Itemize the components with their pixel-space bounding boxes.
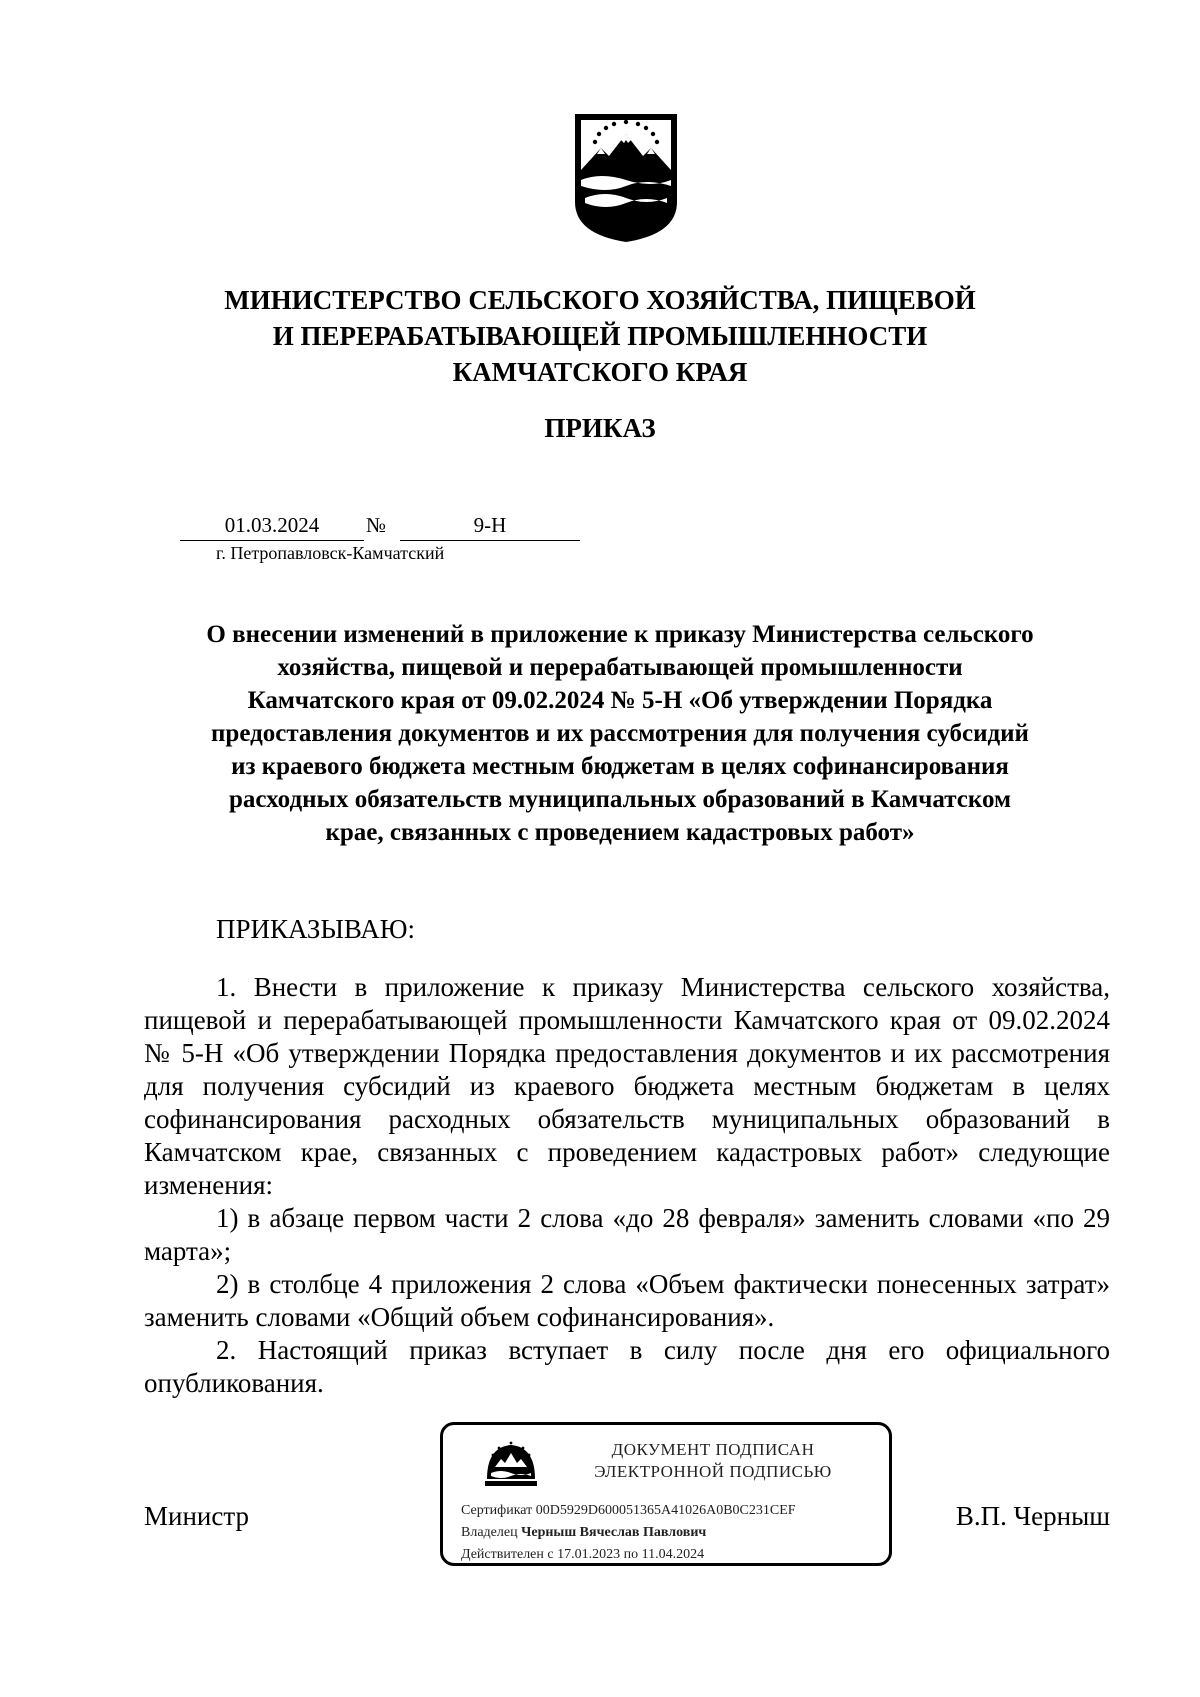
order-word: ПРИКАЗЫВАЮ: — [216, 914, 415, 944]
signatory-name: В.П. Черныш — [955, 1501, 1110, 1531]
organization-line-1: МИНИСТЕРСТВО СЕЛЬСКОГО ХОЗЯЙСТВА, ПИЩЕВОЙ — [224, 285, 976, 315]
body-paragraph: 1) в абзаце первом части 2 слова «до 28 февраля» заменить словами «по 29 марта»; — [144, 1203, 1110, 1266]
organization-line-2: И ПЕРЕРАБАТЫВАЮЩЕЙ ПРОМЫШЛЕННОСТИ — [272, 321, 928, 351]
stamp-owner — [461, 1523, 706, 1543]
valid-to-label: по — [623, 1547, 639, 1562]
organization-line-3: КАМЧАТСКОГО КРАЯ — [452, 357, 748, 387]
valid-from: 17.01.2023 — [557, 1547, 621, 1562]
document-body — [144, 971, 1110, 1400]
organization-name — [0, 282, 1200, 390]
body-paragraph: 2. Настоящий приказ вступает в силу после дня его официального опубликования. — [144, 1335, 1110, 1398]
city-label: г. Петропавловск-Камчатский — [216, 543, 445, 563]
signatory-position: Министр — [144, 1501, 249, 1531]
subject-line: хозяйства, пищевой и перерабатывающей промышленности — [277, 654, 963, 681]
owner-value: Черныш Вячеслав Павлович — [521, 1525, 707, 1540]
stamp-emblem-icon — [483, 1439, 539, 1489]
certificate-value: 00D5929D600051365A41026A0B0C231CEF — [535, 1503, 796, 1518]
number-sign: № — [366, 513, 387, 537]
body-paragraph: 2) в столбце 4 приложения 2 слова «Объем фактически понесенных затрат» заменить словами «Общий объем софинансирования». — [144, 1269, 1110, 1332]
subject-line: из краевого бюджета местным бюджетам в целях софинансирования — [231, 753, 1009, 780]
valid-label: Действителен с — [461, 1547, 554, 1562]
certificate-label: Сертификат — [461, 1503, 533, 1518]
subject-line: расходных обязательств муниципальных образований в Камчатском — [228, 786, 1012, 813]
body-paragraph: 1. Внести в приложение к приказу Министерства сельского хозяйства, пищевой и перерабатывающей промышленности Камчатского края от 09.02.2024 № 5-Н «Об утверждении Порядка предоставления документов и их рассмотрения для получения субсидий из краевого бюджета местным бюджетам в целях софинансирования расходных обязательств муниципальных образований в Камчатском крае, связанных с проведением кадастровых работ» следующие изменения: — [144, 972, 1110, 1200]
stamp-title — [553, 1439, 873, 1483]
stamp-title-line-2: ЭЛЕКТРОННОЙ ПОДПИСЬЮ — [594, 1462, 832, 1481]
electronic-signature-stamp — [440, 1422, 892, 1566]
subject-line: О внесении изменений в приложение к приказу Министерства сельского — [206, 621, 1034, 648]
subject-line: предоставления документов и их рассмотрения для получения субсидий — [211, 720, 1029, 747]
subject-line: крае, связанных с проведением кадастровых работ» — [325, 819, 915, 846]
document-subject — [140, 618, 1100, 849]
stamp-certificate — [461, 1501, 796, 1521]
coat-of-arms-emblem — [571, 110, 681, 244]
valid-to: 11.04.2024 — [641, 1547, 705, 1562]
owner-label: Владелец — [461, 1525, 518, 1540]
stamp-title-line-1: ДОКУМЕНТ ПОДПИСАН — [611, 1440, 815, 1459]
document-date: 01.03.2024 — [180, 510, 364, 541]
subject-line: Камчатского края от 09.02.2024 № 5-Н «Об утверждении Порядка — [247, 687, 993, 714]
stamp-validity — [461, 1545, 704, 1565]
document-type: ПРИКАЗ — [544, 413, 656, 443]
document-number: 9-Н — [400, 510, 580, 541]
